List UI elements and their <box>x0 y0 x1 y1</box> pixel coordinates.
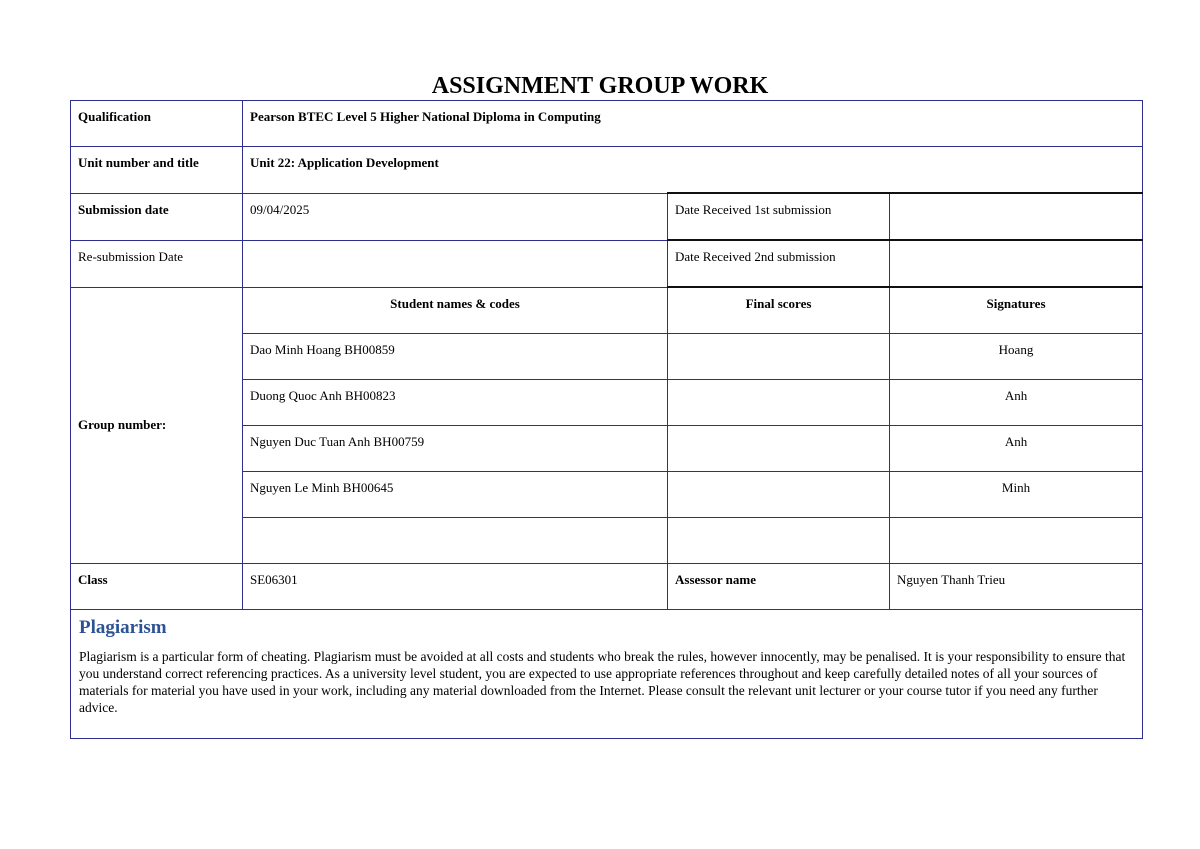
student-name: Duong Quoc Anh BH00823 <box>243 380 668 426</box>
student-signature: Anh <box>890 380 1143 426</box>
assignment-form-table <box>70 100 1143 739</box>
student-name <box>243 518 668 564</box>
plagiarism-row <box>71 610 1143 739</box>
student-signature: Minh <box>890 472 1143 518</box>
date-received-1st-value <box>890 193 1143 240</box>
student-name: Dao Minh Hoang BH00859 <box>243 334 668 380</box>
date-received-1st-label: Date Received 1st submission <box>668 193 890 240</box>
unit-row <box>71 147 1143 194</box>
student-name: Nguyen Duc Tuan Anh BH00759 <box>243 426 668 472</box>
class-value: SE06301 <box>243 564 668 610</box>
student-signature: Hoang <box>890 334 1143 380</box>
class-label: Class <box>71 564 243 610</box>
student-signature: Anh <box>890 426 1143 472</box>
student-score <box>668 380 890 426</box>
plagiarism-section <box>71 610 1143 739</box>
group-header-row <box>71 287 1143 334</box>
plagiarism-text: Plagiarism is a particular form of cheating. Plagiarism must be avoided at all costs and students who break the rules, however innocently, may be penalised. It is your responsibility to ensure that you understand correct referencing practices. As a university level student, you are expected to use appropriate references throughout and keep carefully detailed notes of all your sources of materials for material you have used in your work, including any material downloaded from the Internet. Please consult the relevant unit lecturer or your course tutor if you need any further advice. <box>79 649 1126 715</box>
date-received-2nd-value <box>890 240 1143 287</box>
resubmission-date-label: Re-submission Date <box>71 240 243 287</box>
qualification-value: Pearson BTEC Level 5 Higher National Diploma in Computing <box>243 101 1143 147</box>
date-received-2nd-label: Date Received 2nd submission <box>668 240 890 287</box>
student-signature <box>890 518 1143 564</box>
qualification-row <box>71 101 1143 147</box>
unit-label: Unit number and title <box>71 147 243 194</box>
signatures-header: Signatures <box>890 287 1143 334</box>
class-row <box>71 564 1143 610</box>
student-score <box>668 472 890 518</box>
final-scores-header: Final scores <box>668 287 890 334</box>
plagiarism-heading: Plagiarism <box>79 617 167 638</box>
resubmission-date-value <box>243 240 668 287</box>
page-title: ASSIGNMENT GROUP WORK <box>431 73 769 99</box>
submission-date-value: 09/04/2025 <box>243 193 668 240</box>
group-number-label: Group number: <box>71 287 243 564</box>
student-score <box>668 426 890 472</box>
unit-value: Unit 22: Application Development <box>243 147 1143 194</box>
submission-date-label: Submission date <box>71 193 243 240</box>
resubmission-row <box>71 240 1143 287</box>
student-score <box>668 334 890 380</box>
student-name: Nguyen Le Minh BH00645 <box>243 472 668 518</box>
submission-row <box>71 193 1143 240</box>
student-names-header: Student names & codes <box>243 287 668 334</box>
student-score <box>668 518 890 564</box>
assessor-name-value: Nguyen Thanh Trieu <box>890 564 1143 610</box>
assessor-name-label: Assessor name <box>668 564 890 610</box>
qualification-label: Qualification <box>71 101 243 147</box>
